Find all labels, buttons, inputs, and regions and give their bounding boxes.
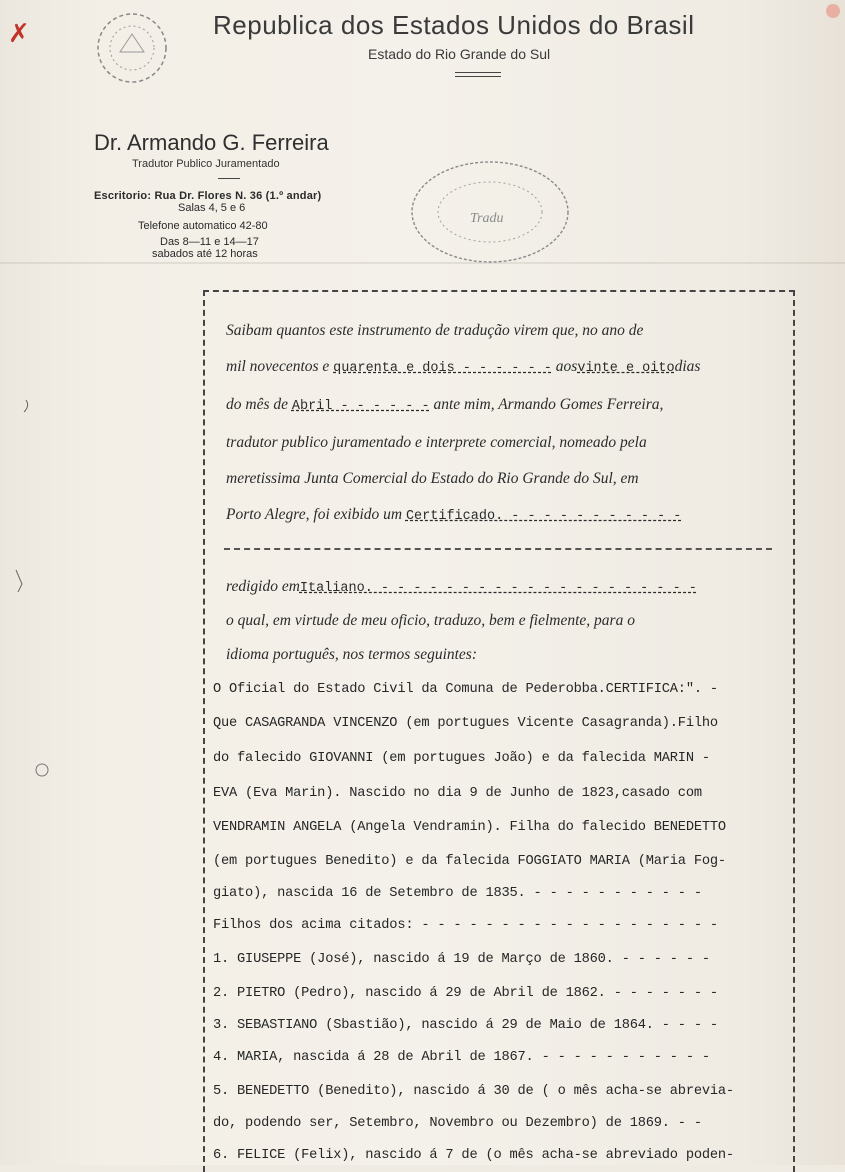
translator-name: Dr. Armando G. Ferreira [94,130,329,155]
cert-document-fill: Certificado. - - - - - - - - - - - [405,509,682,524]
translation-line: 2. PIETRO (Pedro), nascido á 29 de Abril de 1862. - - - - - - - [213,986,718,1001]
translation-line: (em portugues Benedito) e da falecida FOGGIATO MARIA (Maria Fog- [213,854,726,869]
translation-line: 1. GIUSEPPE (José), nascido á 19 de Março de 1860. - - - - - - [213,952,710,967]
translation-line: do falecido GIOVANNI (em portugues João) e da falecida MARIN - [213,751,710,766]
translation-line: O Oficial do Estado Civil da Comuna de Pederobba.CERTIFICA:". - [213,682,718,697]
cert-line-9: idioma português, nos termos seguintes: [226,646,478,663]
cert-text: aos [555,358,578,375]
cert-line-2 [226,358,700,376]
cert-text: mil novecentos e [226,358,330,375]
cert-line-5: meretissima Junta Comercial do Estado do Rio Grande do Sul, em [226,470,639,487]
translation-line: Filhos dos acima citados: - - - - - - - - - - - - - - - - - - - [213,918,718,933]
cert-text: dias [674,358,701,375]
translation-line: 6. FELICE (Felix), nascido á 7 de (o mês acha-se abreviado poden- [213,1148,734,1163]
office-saturday-hours: sabados até 12 horas [152,248,258,260]
translation-line: 3. SEBASTIANO (Sbastião), nascido á 29 de Maio de 1864. - - - - [213,1018,718,1033]
cert-line-8: o qual, em virtude de meu oficio, traduzo, bem e fielmente, para o [226,612,635,629]
cert-line-4: tradutor publico juramentado e interprete comercial, nomeado pela [226,434,647,451]
cert-line-6 [226,506,681,524]
office-address: Escritorio: Rua Dr. Flores N. 36 (1.º andar) [94,190,322,202]
cert-line-7 [226,578,697,596]
certificate-frame [203,290,795,1172]
cert-text: do mês de [226,396,288,413]
header-title: Republica dos Estados Unidos do Brasil [213,10,695,40]
header-subtitle: Estado do Rio Grande do Sul [368,46,551,62]
translation-line: EVA (Eva Marin). Nascido no dia 9 de Junho de 1823,casado com [213,786,702,801]
translation-line: VENDRAMIN ANGELA (Angela Vendramin). Filha do falecido BENEDETTO [213,820,726,835]
cert-text: ante mim, Armando Gomes Ferreira, [433,396,664,413]
cert-day-fill: vinte e oito [577,361,675,376]
translation-line: giato), nascida 16 de Setembro de 1835. - - - - - - - - - - - [213,886,702,901]
office-phone: Telefone automatico 42-80 [138,220,268,232]
translation-line: Que CASAGRANDA VINCENZO (em portugues Vicente Casagranda).Filho [213,716,718,731]
ink-spot [826,4,840,18]
cert-line-3 [226,396,663,414]
seal-emblem [92,8,172,88]
office-hours: Das 8—11 e 14—17 [160,236,259,248]
header-rule [455,72,501,77]
cert-text: Porto Alegre, foi exibido um [226,506,403,523]
cert-text: redigido em [226,578,300,595]
translator-role: Tradutor Publico Juramentado [132,158,280,170]
office-rooms: Salas 4, 5 e 6 [178,202,246,214]
translation-line: do, podendo ser, Setembro, Novembro ou Dezembro) de 1869. - - [213,1116,702,1131]
translation-line: 5. BENEDETTO (Benedito), nascido á 30 de ( o mês acha-se abrevia- [213,1084,734,1099]
cert-language-fill: Italiano. - - - - - - - - - - - - - - - - - - - - [299,581,697,596]
cert-line-1: Saibam quantos este instrumento de tradução virem que, no ano de [226,322,644,339]
edge-ink-marks [6,360,66,860]
ink-mark: ✗ [8,18,30,48]
stamp-text: Tradu [470,211,504,226]
letterhead-rule [218,178,240,182]
cert-month-fill: Abril - - - - - - [291,399,430,414]
blank-dash-line [224,548,772,550]
letterhead [94,130,374,260]
translator-stamp [400,152,580,272]
cert-year-fill: quarenta e dois - - - - - - [333,361,552,376]
translation-line: 4. MARIA, nascida á 28 de Abril de 1867. - - - - - - - - - - - [213,1050,710,1065]
